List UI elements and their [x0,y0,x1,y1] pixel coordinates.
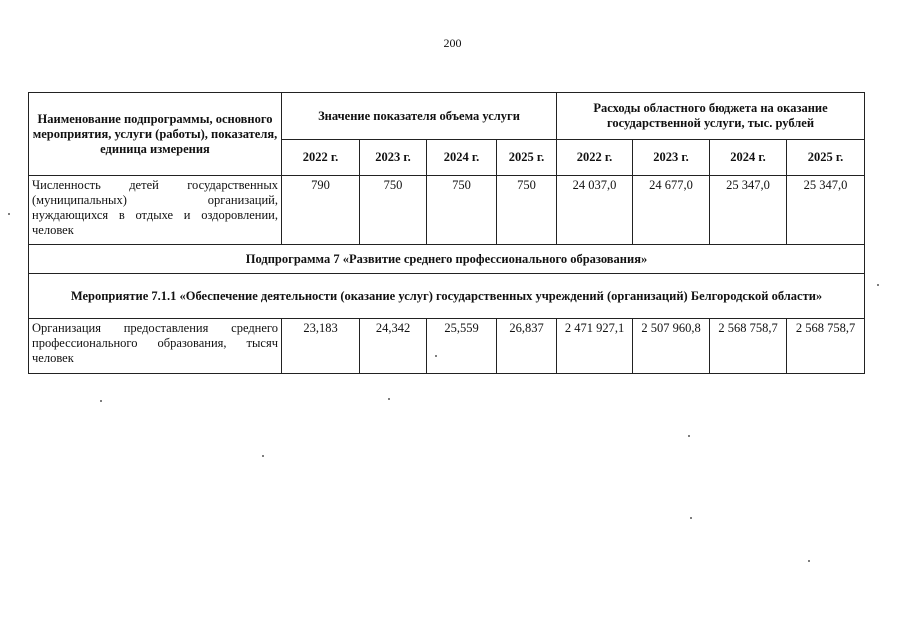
budget-cell: 2 471 927,1 [557,319,633,374]
scan-speck [435,355,437,357]
page-number: 200 [443,36,462,50]
scan-speck [100,400,102,402]
volume-cell: 24,342 [360,319,427,374]
budget-year-header: 2023 г. [633,140,710,176]
header-budget-group: Расходы областного бюджета на оказание государственной услуги, тыс. рублей [557,93,865,140]
volume-cell: 26,837 [497,319,557,374]
measure-title: Мероприятие 7.1.1 «Обеспечение деятельности (оказание услуг) государственных учреждений (организаций) Белгородской области» [29,274,865,319]
budget-cell: 2 568 758,7 [710,319,787,374]
volume-cell: 750 [427,176,497,245]
budget-cell: 2 507 960,8 [633,319,710,374]
header-volume-group: Значение показателя объема услуги [282,93,557,140]
scan-speck [808,560,810,562]
measure-row [29,274,865,319]
scan-speck [877,284,879,286]
table-row [29,176,865,245]
volume-cell: 750 [497,176,557,245]
scan-speck [8,213,10,215]
budget-cell: 2 568 758,7 [787,319,865,374]
budget-cell: 25 347,0 [787,176,865,245]
budget-year-header: 2025 г. [787,140,865,176]
budget-cell: 25 347,0 [710,176,787,245]
row-name: Численность детей государственных (муниципальных) организаций, нуждающихся в отдыхе и оздоровлении, человек [29,176,282,245]
row-name: Организация предоставления среднего профессионального образования, тысяч человек [29,319,282,374]
budget-cell: 24 677,0 [633,176,710,245]
volume-cell: 23,183 [282,319,360,374]
volume-year-header: 2025 г. [497,140,557,176]
scan-speck [688,435,690,437]
volume-cell: 25,559 [427,319,497,374]
volume-year-header: 2023 г. [360,140,427,176]
subprogram-title: Подпрограмма 7 «Развитие среднего профессионального образования» [29,245,865,274]
header-name-column: Наименование подпрограммы, основного мероприятия, услуги (работы), показателя, единица измерения [29,93,282,176]
volume-year-header: 2022 г. [282,140,360,176]
budget-year-header: 2022 г. [557,140,633,176]
budget-table [28,92,865,374]
table-row [29,319,865,374]
volume-year-header: 2024 г. [427,140,497,176]
subprogram-row [29,245,865,274]
scan-speck [388,398,390,400]
budget-cell: 24 037,0 [557,176,633,245]
scan-speck [262,455,264,457]
volume-cell: 790 [282,176,360,245]
budget-year-header: 2024 г. [710,140,787,176]
scan-speck [690,517,692,519]
volume-cell: 750 [360,176,427,245]
header-row [29,93,865,140]
